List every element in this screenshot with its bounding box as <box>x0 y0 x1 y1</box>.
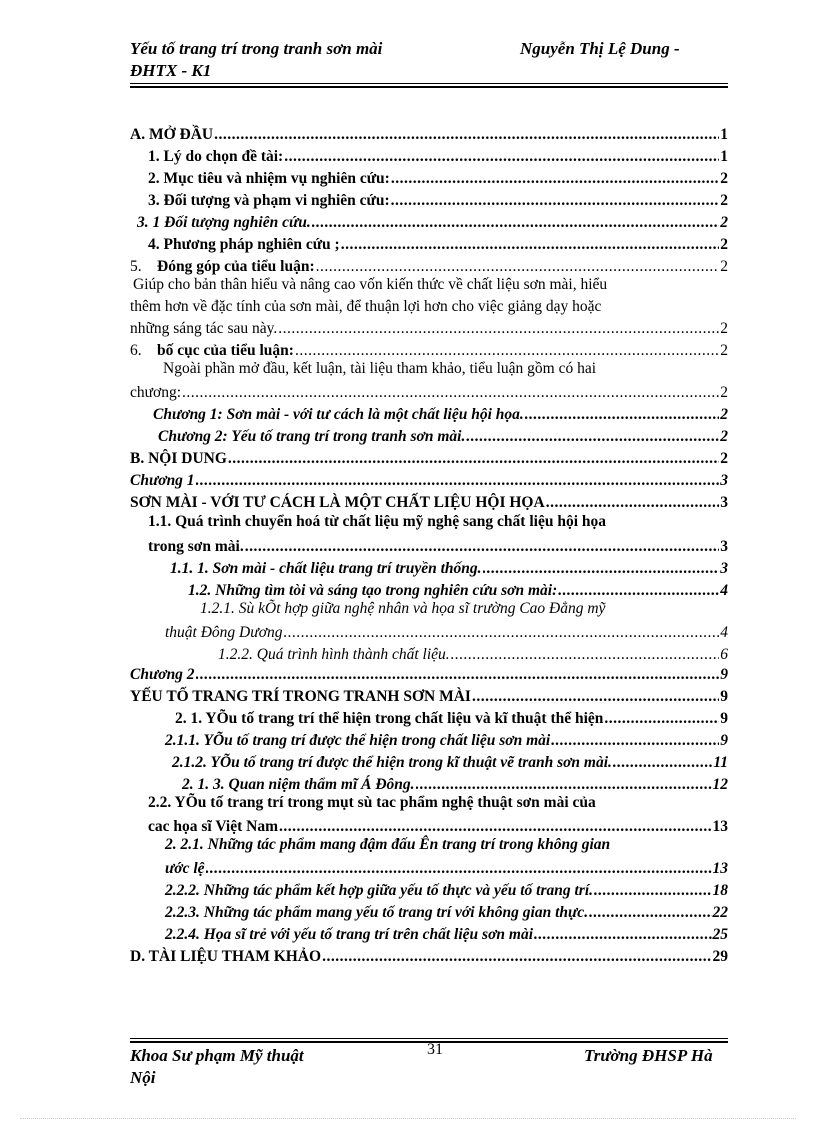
page-number: 31 <box>427 1041 443 1058</box>
header-rule-top <box>130 83 728 84</box>
footer-department-line2: Nội <box>130 1068 156 1087</box>
toc-entry[interactable]: ước lệ ..... 13 <box>165 860 728 878</box>
toc-entry[interactable]: 3. Đối tượng và phạm vi nghiên cứu: ..... 2 <box>148 192 728 210</box>
toc-entry[interactable]: 6. bố cục của tiểu luận: ..... 2 <box>130 342 728 360</box>
toc-entry[interactable]: cac họa sĩ Việt Nam ..... 13 <box>148 818 728 836</box>
toc-entry[interactable]: B. NỘI DUNG ..... 2 <box>130 450 728 468</box>
footer-rule-top <box>130 1038 728 1039</box>
toc-entry[interactable]: 1. Lý do chọn đề tài: ..... 1 <box>148 148 728 166</box>
footer-school: Trường ĐHSP Hà <box>584 1046 713 1065</box>
toc-entry[interactable]: Chương 2: Yếu tố trang trí trong tranh sơn mài. ..... 2 <box>158 428 728 446</box>
toc-entry[interactable]: 2.2.3. Những tác phẩm mang yếu tố trang trí với không gian thực. ..... 22 <box>165 904 728 922</box>
toc-entry[interactable]: 5. Đóng góp của tiểu luận: ..... 2 <box>130 258 728 276</box>
toc-entry[interactable]: 1.1. 1. Sơn mài - chất liệu trang trí truyền thống. ..... 3 <box>170 560 728 578</box>
footer-department: Khoa Sư phạm Mỹ thuật <box>130 1046 304 1065</box>
toc-entry[interactable]: 2.2.2. Những tác phẩm kết hợp giữa yếu tố thực và yếu tố trang trí. ..... 18 <box>165 882 728 900</box>
toc-entry[interactable]: 2. 1. YÕu tố trang trí thể hiện trong chất liệu và kĩ thuật thể hiện ..... 9 <box>175 710 728 728</box>
toc-entry[interactable]: A. MỞ ĐẦU ..... 1 <box>130 126 728 144</box>
toc-entry[interactable]: chương: ..... 2 <box>130 384 728 402</box>
toc-text: 2. 2.1. Những tác phẩm mang đậm đấu Ên trang trí trong không gian <box>165 836 611 853</box>
toc-entry[interactable]: YẾU TỐ TRANG TRÍ TRONG TRANH SƠN MÀI ..... 9 <box>130 688 728 706</box>
toc-entry[interactable]: D. TÀI LIỆU THAM KHẢO ..... 29 <box>130 948 728 966</box>
toc-text: Ngoài phần mở đầu, kết luận, tài liệu tham khảo, tiểu luận gồm có hai <box>163 360 597 377</box>
toc-entry[interactable]: 1.2. Những tìm tòi và sáng tạo trong nghiên cứu sơn mài: ..... 4 <box>188 582 728 600</box>
toc-text: 1.1. Quá trình chuyển hoá từ chất liệu mỹ nghệ sang chất liệu hội họa <box>148 513 606 530</box>
toc-entry[interactable]: SƠN MÀI - VỚI TƯ CÁCH LÀ MỘT CHẤT LIỆU HỘI HỌA ..... 3 <box>130 494 728 512</box>
toc-entry[interactable]: 2.1.2. YÕu tố trang trí được thể hiện trong kĩ thuật vẽ tranh sơn mài. ..... 11 <box>172 754 728 772</box>
toc-entry[interactable]: 1.2.2. Quá trình hình thành chất liệu. ..... 6 <box>218 646 728 664</box>
toc-entry[interactable]: trong sơn mài. ..... 3 <box>148 538 728 556</box>
toc-entry[interactable]: thuật Đông Dương ..... 4 <box>165 624 728 642</box>
toc-entry[interactable]: Chương 2 ..... 9 <box>130 666 728 684</box>
toc-entry[interactable]: Chương 1 ..... 3 <box>130 472 728 490</box>
toc-text: 2.2. YÕu tố trang trí trong mụt sù tac phẩm nghệ thuật sơn mài của <box>148 794 596 811</box>
toc-text: 1.2.1. Sù kÕt hợp giữa nghệ nhân và họa sĩ trường Cao Đẳng mỹ <box>200 600 606 617</box>
toc-entry[interactable]: 2.2.4. Họa sĩ trẻ với yếu tố trang trí trên chất liệu sơn mài ..... 25 <box>165 926 728 944</box>
toc-entry[interactable]: 2. Mục tiêu và nhiệm vụ nghiên cứu: ..... 2 <box>148 170 728 188</box>
toc-text: Giúp cho bản thân hiểu và nâng cao vốn kiến thức về chất liệu sơn mài, hiểu <box>133 276 608 293</box>
toc-entry[interactable]: 2.1.1. YÕu tố trang trí được thể hiện trong chất liệu sơn mài ..... 9 <box>165 732 728 750</box>
toc-entry[interactable]: 3. 1 Đối tượng nghiên cứu. ..... 2 <box>137 214 728 232</box>
header-rule-bottom <box>130 86 728 88</box>
toc-entry[interactable]: Chương 1: Sơn mài - với tư cách là một chất liệu hội họa. ..... 2 <box>153 406 728 424</box>
toc-entry[interactable]: 2. 1. 3. Quan niệm thẩm mĩ Á Đông. ..... 12 <box>182 776 728 794</box>
toc-entry[interactable]: 4. Phương pháp nghiên cứu ; ..... 2 <box>148 236 728 254</box>
toc-text: thêm hơn về đặc tính của sơn mài, để thuận lợi hơn cho việc giảng dạy hoặc <box>130 298 602 315</box>
page-bottom-border <box>20 1118 796 1119</box>
header-title: Yếu tố trang trí trong tranh sơn mài <box>130 39 383 58</box>
header-author: Nguyễn Thị Lệ Dung - <box>520 39 680 58</box>
toc-entry[interactable]: những sáng tác sau này. ..... 2 <box>130 320 728 338</box>
header-class: ĐHTX - K1 <box>130 61 212 80</box>
